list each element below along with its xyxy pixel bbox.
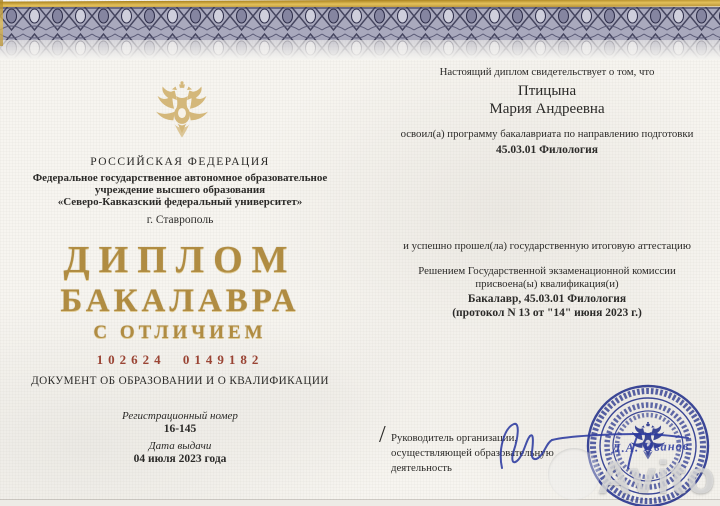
attestation-line: и успешно прошел(ла) государственную итоговую аттестацию bbox=[403, 240, 691, 252]
watermark-logo-circle bbox=[548, 448, 600, 500]
org-name-line2: учреждение высшего образования bbox=[94, 184, 266, 196]
guilloche-border bbox=[0, 0, 720, 60]
org-city: г. Ставрополь bbox=[146, 214, 214, 226]
org-name-line1: Федеральное государственное автономное образовательное bbox=[32, 172, 328, 184]
issue-date-label: Дата выдачи bbox=[148, 440, 212, 452]
watermark-text: Avito bbox=[597, 451, 716, 503]
document-type-line: ДОКУМЕНТ ОБ ОБРАЗОВАНИИ И О КВАЛИФИКАЦИИ bbox=[31, 375, 329, 387]
head-title-line1: Руководитель организации, bbox=[391, 432, 518, 444]
protocol-line: (протокол N 13 от "14" июня 2023 г.) bbox=[452, 307, 642, 319]
head-title-line3: деятельность bbox=[391, 462, 452, 474]
serial-number: 102624 0149182 bbox=[96, 352, 264, 367]
qualification-line: Бакалавр, 45.03.01 Филология bbox=[467, 293, 627, 305]
russia-coat-of-arms-icon bbox=[146, 72, 218, 160]
registration-number-label: Регистрационный номер bbox=[122, 410, 238, 422]
head-title-line2: осуществляющей образовательную bbox=[391, 447, 554, 459]
diploma-title-line1: ДИПЛОМ bbox=[63, 239, 297, 281]
diploma-title-line2: БАКАЛАВРА bbox=[60, 283, 300, 319]
registration-number-value: 16-145 bbox=[163, 423, 197, 435]
decision-line2: присвоена(ы) квалификация(и) bbox=[475, 278, 619, 290]
honors-line: С ОТЛИЧИЕМ bbox=[93, 322, 267, 343]
specialty-line: 45.03.01 Филология bbox=[496, 144, 598, 156]
head-signature-slash: / bbox=[379, 422, 386, 448]
country-title: РОССИЙСКАЯ ФЕДЕРАЦИЯ bbox=[90, 156, 270, 168]
program-line: освоил(а) программу бакалавриата по направлению подготовки bbox=[400, 128, 694, 140]
holder-surname: Птицына bbox=[517, 83, 577, 99]
signature-name: Д.А. Иванов bbox=[611, 438, 690, 456]
intro-line: Настоящий диплом свидетельствует о том, что bbox=[439, 66, 655, 78]
holder-given-names: Мария Андреевна bbox=[489, 101, 605, 117]
decision-line1: Решением Государственной экзаменационной комиссии bbox=[418, 265, 676, 277]
issue-date-value: 04 июля 2023 года bbox=[133, 453, 227, 465]
org-name-line3: «Северо-Кавказский федеральный университет» bbox=[57, 196, 303, 208]
